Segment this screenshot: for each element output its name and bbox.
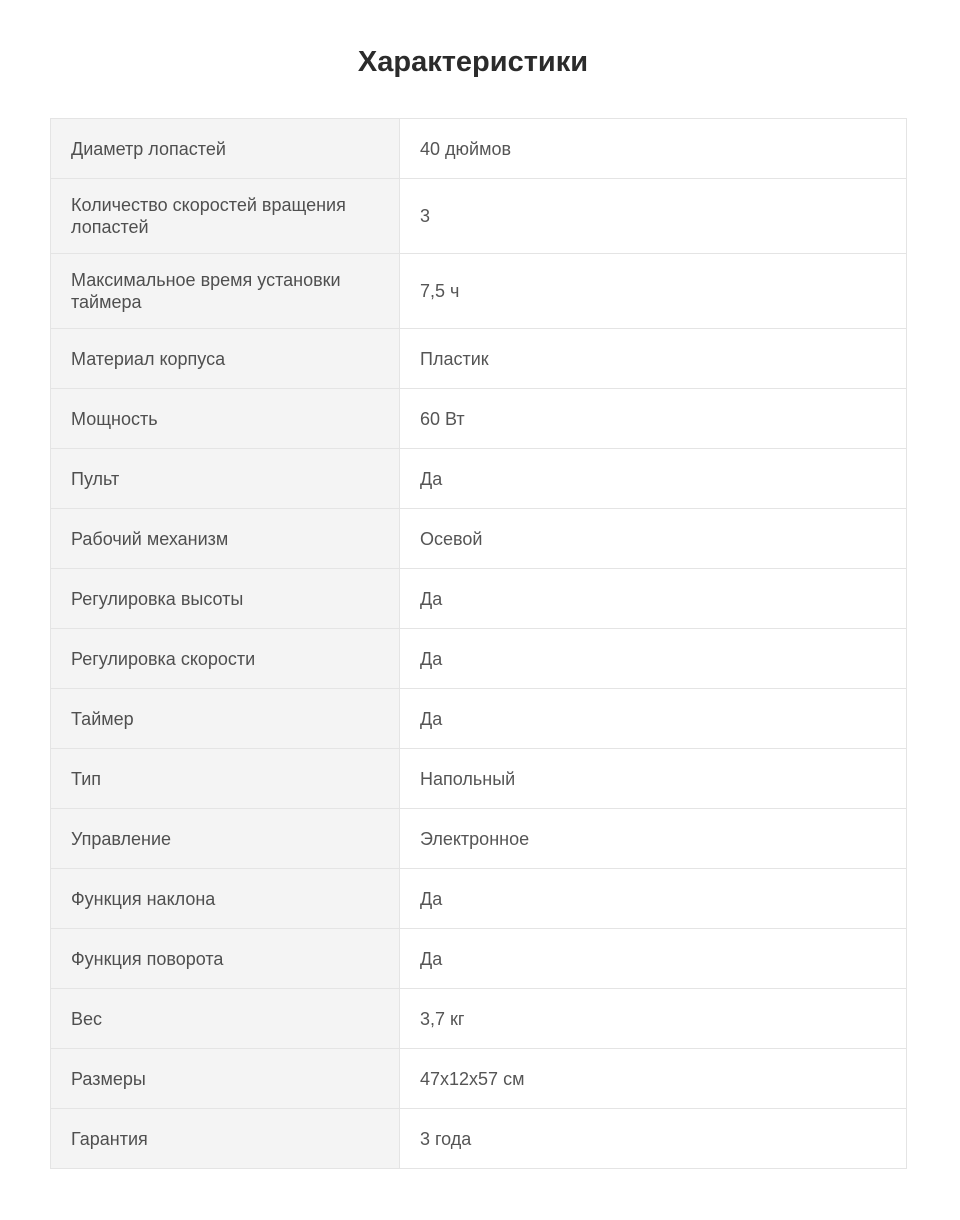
spec-value: 7,5 ч <box>400 254 907 329</box>
table-row <box>51 449 907 509</box>
spec-label: Мощность <box>51 389 400 449</box>
table-row <box>51 389 907 449</box>
spec-value: 3 <box>400 179 907 254</box>
spec-label: Максимальное время установки таймера <box>51 254 400 329</box>
spec-label: Рабочий механизм <box>51 509 400 569</box>
table-row <box>51 929 907 989</box>
spec-value: Да <box>400 929 907 989</box>
spec-label: Размеры <box>51 1049 400 1109</box>
spec-value: Да <box>400 629 907 689</box>
spec-label: Гарантия <box>51 1109 400 1169</box>
spec-label: Регулировка высоты <box>51 569 400 629</box>
specs-table <box>50 118 907 1169</box>
spec-value: 40 дюймов <box>400 119 907 179</box>
spec-label: Функция поворота <box>51 929 400 989</box>
spec-value: 3,7 кг <box>400 989 907 1049</box>
spec-label: Таймер <box>51 689 400 749</box>
table-row <box>51 179 907 254</box>
spec-value: Да <box>400 569 907 629</box>
spec-value: 60 Вт <box>400 389 907 449</box>
spec-label: Управление <box>51 809 400 869</box>
spec-value: 47х12х57 см <box>400 1049 907 1109</box>
table-row <box>51 1109 907 1169</box>
spec-value: Да <box>400 869 907 929</box>
spec-value: Пластик <box>400 329 907 389</box>
table-row <box>51 569 907 629</box>
table-row <box>51 989 907 1049</box>
spec-value: Электронное <box>400 809 907 869</box>
spec-value: Осевой <box>400 509 907 569</box>
table-row <box>51 329 907 389</box>
spec-value: Напольный <box>400 749 907 809</box>
table-row <box>51 509 907 569</box>
table-row <box>51 254 907 329</box>
spec-value: Да <box>400 449 907 509</box>
spec-label: Диаметр лопастей <box>51 119 400 179</box>
table-row <box>51 119 907 179</box>
spec-label: Пульт <box>51 449 400 509</box>
table-row <box>51 809 907 869</box>
spec-label: Тип <box>51 749 400 809</box>
spec-value: 3 года <box>400 1109 907 1169</box>
page-title: Характеристики <box>357 46 589 78</box>
spec-label: Функция наклона <box>51 869 400 929</box>
table-row <box>51 869 907 929</box>
table-row <box>51 629 907 689</box>
spec-label: Вес <box>51 989 400 1049</box>
spec-value: Да <box>400 689 907 749</box>
spec-label: Регулировка скорости <box>51 629 400 689</box>
table-row <box>51 689 907 749</box>
spec-label: Количество скоростей вращения лопастей <box>51 179 400 254</box>
table-row <box>51 1049 907 1109</box>
spec-label: Материал корпуса <box>51 329 400 389</box>
table-row <box>51 749 907 809</box>
